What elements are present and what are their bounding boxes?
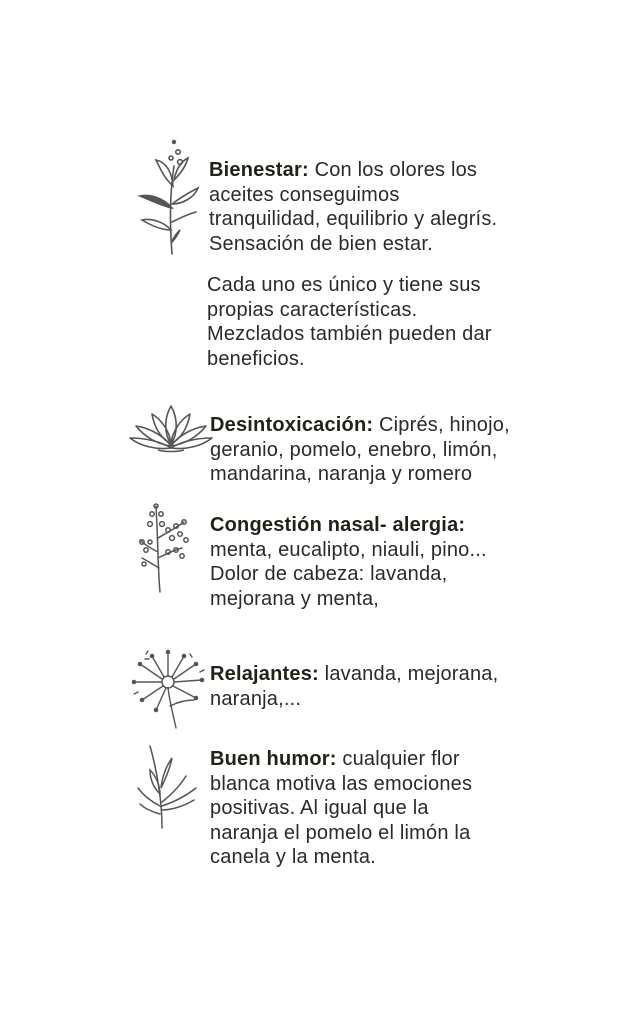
section-buen-humor [210, 747, 472, 870]
relajantes-line1: lavanda, mejorana, [318, 663, 499, 685]
buen-humor-line4: naranja el pomelo el limón la [210, 821, 471, 844]
bienestar-title: Bienestar: [209, 159, 309, 181]
intro-line4: beneficios. [207, 347, 305, 370]
intro-line1: Cada uno es único y tiene sus [207, 274, 481, 296]
desintoxicacion-line1: Ciprés, hinojo, [373, 414, 510, 436]
congestion-title: Congestión nasal- alergia: [210, 514, 466, 536]
desintoxicacion-line3: mandarina, naranja y romero [210, 463, 473, 485]
congestion-line4: mejorana y menta, [210, 587, 380, 610]
section-desintoxicacion [210, 413, 510, 487]
dandelion-icon [130, 648, 208, 730]
buen-humor-title: Buen humor: [210, 748, 337, 770]
lotus-flower-icon [128, 404, 214, 454]
section-congestion [210, 513, 487, 611]
leafy-branch-icon [136, 138, 200, 258]
relajantes-line2: naranja,... [210, 687, 302, 710]
relajantes-title: Relajantes: [210, 663, 319, 685]
congestion-line2: menta, eucalipto, niauli, pino... [210, 538, 487, 561]
intro-line2: propias características. [207, 298, 418, 321]
intro-line3: Mezclados también pueden dar [207, 323, 492, 345]
berry-sprig-icon [136, 502, 192, 594]
buen-humor-line1: cualquier flor [336, 748, 460, 770]
congestion-line3: Dolor de cabeza: lavanda, [210, 563, 448, 585]
buen-humor-line5: canela y la menta. [210, 846, 376, 868]
buen-humor-line2: blanca motiva las emociones [210, 772, 473, 795]
intro-paragraph [207, 273, 492, 371]
bienestar-line2: aceites conseguimos [209, 183, 400, 206]
buen-humor-line3: positivas. Al igual que la [210, 797, 429, 819]
bienestar-line1: Con los olores los [308, 159, 478, 181]
desintoxicacion-line2: geranio, pomelo, enebro, limón, [210, 438, 498, 461]
bienestar-line4: Sensación de bien estar. [209, 232, 433, 255]
grass-sprig-icon [136, 744, 200, 830]
section-bienestar [209, 158, 497, 256]
section-relajantes [210, 662, 498, 711]
desintoxicacion-title: Desintoxicación: [210, 414, 374, 436]
bienestar-line3: tranquilidad, equilibrio y alegrís. [209, 208, 498, 230]
